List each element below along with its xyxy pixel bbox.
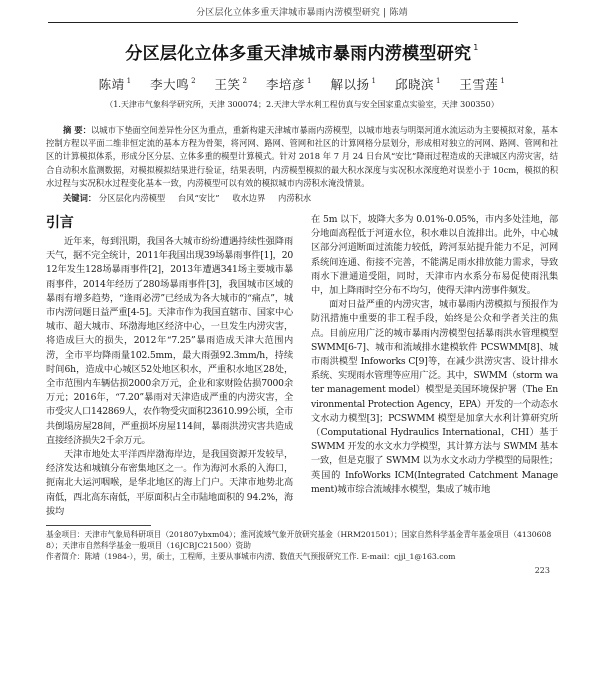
author-name: 李培彦 (266, 77, 306, 92)
author (215, 77, 248, 92)
author-affiliation-mark: 2 (191, 77, 197, 85)
body-paragraph: 天津市地处太平洋西岸渤海岸边，是我国资源开发较早，经济发达和城镇分布密集地区之一。作为海河水系的入海口，扼南北大运河咽喉，是华北地区的海上门户。天津市地势北高南低，西北高东南低，平原面积占全市陆地面积的 94.2%，海拔均 (46, 449, 293, 517)
author (330, 77, 376, 92)
author-name: 邱晓滨 (394, 77, 434, 92)
body-paragraph: 近年来，每到汛期，我国各大城市纷纷遭遇持续性强降雨天气，据不完全统计，2011年我国出现39场暴雨事件[1]，2012年发生128场暴雨事件[2]，2013年遭遇341场主要城市暴雨事件，2014年经历了280场暴雨事件[3]，我国城市区域的暴雨有增多趋势，“逢雨必涝”已经成为各大城市的“痛点”，城市内涝问题日益严重[4-5]。天津市作为我国直辖市、国家中心城市、超大城市、环渤海地区经济中心，一旦发生内涝灾害，将造成巨大的损失，2012年“7.25”暴雨造成天津大范围内涝，全市平均降雨量102.5mm，最大雨强92.3mm/h，持续时间6h，造成中心城区52处地区积水，严重积水地区28处，全市范围内车辆估损2000余万元，企业和家财险估损7000余万元；2016年，“7.20”暴雨对天津造成严重的内涝灾害，全市受灾人口142869人，农作物受灾面积23610.99公顷，全市共倒塌房屋28间，严重损坏房屋114间，暴雨洪涝灾害共造成直接经济损失2千余万元。 (46, 236, 293, 446)
author (266, 77, 312, 92)
author-name: 王雪莲 (459, 77, 499, 92)
keywords (46, 192, 558, 205)
keyword: 收水边界 (232, 193, 266, 204)
keyword: 内涝积水 (278, 193, 312, 204)
funding-note: 基金项目：天津市气象局科研项目（201807ybxm04）；淮河流域气象开放研究基金（HRM201501）；国家自然科学基金青年基金项目（41306088）；天津市自然科学基金一般项目（16JCBJC21500）资助 (46, 530, 552, 551)
body-paragraph: 面对日益严重的内涝灾害，城市暴雨内涝模拟与预报作为防汛措施中重要的非工程手段，始终是公众和学者关注的焦点。目前应用广泛的城市暴雨内涝模型包括暴雨洪水管理模型 SWMM[6-7]、城市和流域排水建模软件 PCSWMM[8]、城市雨洪模型 Infoworks C[9]等，在减少洪涝灾害、设计排水系统、实现雨水管理等应用广泛。其中，SWMM（storm water management model）模型是美国环境保护署（The Environmental Protection Agency，EPA）开发的一个动态水文水动力模型[3]；PCSWMM 模型是加拿大水利计算研究所（Computational Hydraulics International，CHI）基于 SWMM 开发的水文水力学模型，其计算方法与 SWMM 基本一致，但是克服了 SWMM 以为水文水动力学模型的局限性；英国的 InfoWorks ICM(Integrated Catchment Management)城市综合流域排水模型，集成了城市地 (311, 299, 558, 495)
author-affiliation-mark: 1 (126, 77, 132, 85)
title-footnote-mark: 1 (473, 43, 479, 52)
author-name: 解以扬 (330, 77, 370, 92)
keyword: 分区层化内涝模型 (98, 193, 166, 204)
author (99, 77, 132, 92)
author-affiliation-mark: 2 (242, 77, 248, 85)
author-affiliation-mark: 1 (371, 77, 377, 85)
author-name: 陈靖 (98, 77, 125, 92)
author-bio-note: 作者简介：陈靖（1984-），男，硕士，工程师，主要从事城市内涝、数值天气预报研究工作. E-mail：cjjl_1@163.com (46, 552, 456, 562)
body-column-left (46, 213, 293, 519)
title-text: 分区层化立体多重天津城市暴雨内涝模型研究 (125, 44, 472, 64)
author (150, 77, 196, 92)
author-affiliation-mark: 1 (307, 77, 312, 85)
author-name: 李大鸣 (150, 77, 190, 92)
author (459, 77, 505, 92)
author-affiliation-mark: 1 (435, 77, 441, 85)
footnote-rule (46, 525, 151, 526)
abstract (46, 124, 558, 190)
author (395, 77, 441, 92)
body-columns (46, 213, 558, 519)
header-rule (48, 22, 518, 23)
keywords-label: 关键词： (63, 193, 97, 204)
paper-title (46, 37, 558, 65)
abstract-text: 以城市下垫面空间差异性分区为重点，重新构建天津城市暴雨内涝模型，以城市地表与明渠河道水流运动为主要模拟对象，基本控制方程以平面二维非恒定流的基本方程为骨架，将河网、路网、管网和社区的计算网格分层划分，形成相对独立的河网、路网、管网和社区的计算模拟体系，形成分区分层、立体多重的模型计算模式。针对 2018 年 7 月 24 日台风“安比”降雨过程造成的天津城区内涝灾害，结合自动积水监测数据，对模拟模拟结果进行验证，结果表明，内涝模型模拟的最大积水深度与实况积水深度绝对误差小于 10cm，模拟的积水过程与实况积水过程变化基本一致，内涝模型可以有效的模拟城市内涝积水淹没情景。 (46, 125, 559, 188)
running-head: 分区层化立体多重天津城市暴雨内涝模型研究 | 陈靖 (196, 8, 408, 18)
page-number: 223 (534, 565, 550, 575)
author-affiliation-mark: 1 (500, 77, 506, 85)
footnotes (46, 529, 558, 563)
body-column-right (311, 213, 558, 519)
author-name: 王笑 (214, 77, 241, 92)
body-paragraph: 在 5m 以下，坡降大多为 0.01%-0.05%，市内多处洼地，部分地面高程低于河道水位，积水难以自流排出。此外，中心城区部分河道断面过流能力较低，跨河泵站提升能力不足，河网系统间连通、衔接不完善，不能满足雨水排放能力需求，导致雨水下泄通道受阻，同时，天津市内水系分布易促使雨汛集中，加上降雨时空分布不均匀，使得天津内涝事件频发。 (311, 214, 558, 297)
keyword: 台风“安比” (177, 193, 220, 204)
section-heading-introduction: 引言 (46, 215, 74, 232)
abstract-label: 摘 要： (63, 125, 91, 135)
author-list (46, 73, 558, 93)
affiliations: （1.天津市气象科学研究所，天津 300074；2.天津大学水利工程仿真与安全国家重点实验室，天津 300350） (105, 100, 499, 109)
